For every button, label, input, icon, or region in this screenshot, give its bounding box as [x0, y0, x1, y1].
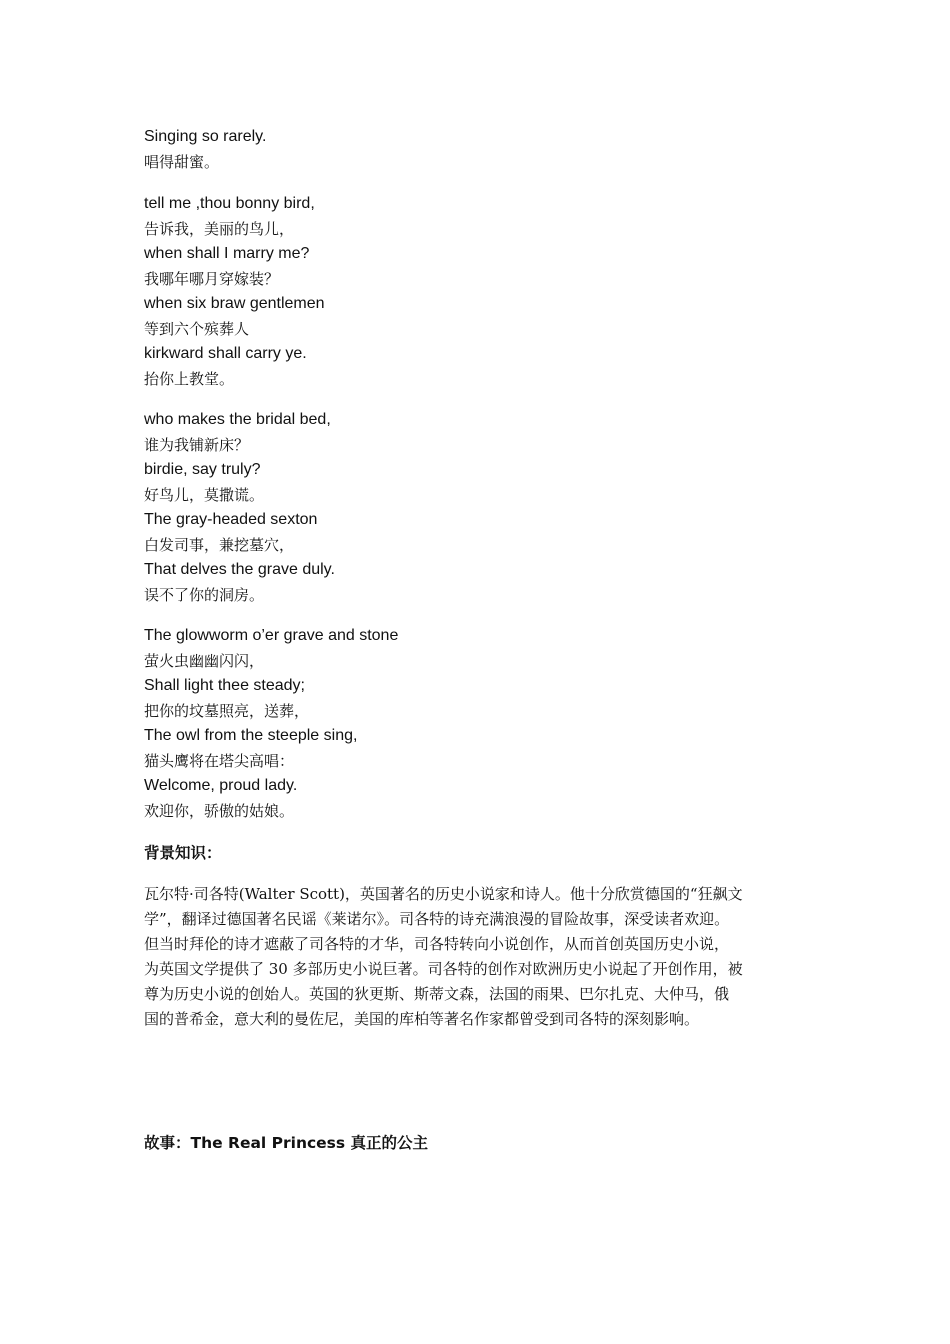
paragraph-line: 国的普希金，意大利的曼佐尼，美国的库柏等著名作家都曾受到司各特的深刻影响。: [144, 1010, 700, 1028]
poem-line-chinese: 好鸟儿，莫撒谎。: [144, 486, 265, 504]
poem-line-chinese: 误不了你的洞房。: [144, 586, 265, 604]
poem-line-chinese: 谁为我铺新床？: [144, 436, 250, 454]
background-paragraph: [144, 882, 810, 1032]
poem-line-english: The glowworm o’er grave and stone: [144, 627, 399, 644]
poem-line-english: kirkward shall carry ye.: [144, 345, 307, 362]
story-heading: 故事：The Real Princess 真正的公主: [144, 1134, 429, 1152]
poem-line-chinese: 我哪年哪月穿嫁装？: [144, 270, 280, 288]
poem-line-english: when six braw gentlemen: [144, 295, 325, 312]
poem-line-english: That delves the grave duly.: [144, 561, 335, 578]
poem-line-chinese: 欢迎你，骄傲的姑娘。: [144, 802, 295, 820]
poem-line-english: The gray-headed sexton: [144, 511, 318, 528]
poem-line-english: Welcome, proud lady.: [144, 777, 298, 794]
poem-line-english: tell me ,thou bonny bird,: [144, 195, 315, 212]
poem-line-english: birdie, say truly?: [144, 461, 261, 478]
poem-line-english: who makes the bridal bed,: [144, 411, 331, 428]
paragraph-line: 尊为历史小说的创始人。英国的狄更斯、斯蒂文森，法国的雨果、巴尔扎克、大仲马，俄: [144, 985, 730, 1003]
poem-line-english: Shall light thee steady;: [144, 677, 305, 694]
poem-line-chinese: 抬你上教堂。: [144, 370, 235, 388]
poem-line-chinese: 告诉我，美丽的鸟儿，: [144, 220, 295, 238]
poem-line-chinese: 白发司事，兼挖墓穴，: [144, 536, 295, 554]
paragraph-line: 学”，翻译过德国著名民谣《莱诺尔》。司各特的诗充满浪漫的冒险故事，深受读者欢迎。: [144, 910, 730, 928]
poem-line-chinese: 猫头鹰将在塔尖高唱：: [144, 752, 295, 770]
poem-line-chinese: 等到六个殡葬人: [144, 320, 250, 338]
paragraph-line: 瓦尔特·司各特(Walter Scott)，英国著名的历史小说家和诗人。他十分欣赏德国的“狂飙文: [144, 885, 743, 903]
poem-line-chinese: 唱得甜蜜。: [144, 153, 220, 171]
poem-line-english: The owl from the steeple sing,: [144, 727, 358, 744]
paragraph-line: 但当时拜伦的诗才遮蔽了司各特的才华，司各特转向小说创作，从而首创英国历史小说，: [144, 935, 730, 953]
poem-line-chinese: 把你的坟墓照亮，送葬，: [144, 702, 310, 720]
poem-line-english: Singing so rarely.: [144, 128, 267, 145]
poem-line-english: when shall I marry me?: [144, 245, 310, 262]
poem-line-chinese: 萤火虫幽幽闪闪，: [144, 652, 265, 670]
paragraph-line: 为英国文学提供了 30 多部历史小说巨著。司各特的创作对欧洲历史小说起了开创作用，被: [144, 960, 743, 978]
background-heading: 背景知识：: [144, 844, 222, 862]
